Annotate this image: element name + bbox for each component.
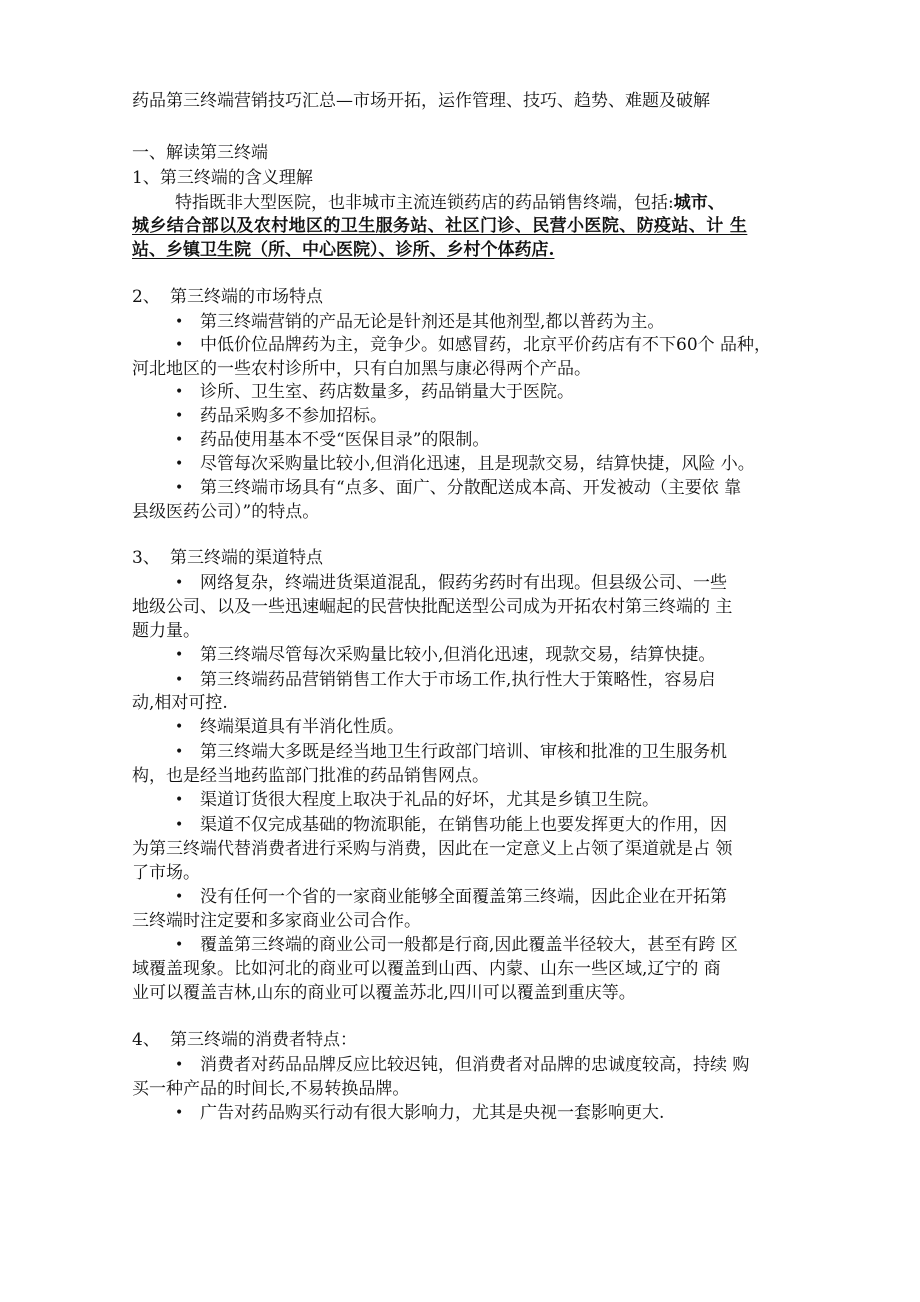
bullet-item-text: 第三终端药品营销销售工作大于市场工作,执行性大于策略性，容易启 (200, 670, 716, 690)
definition-underlined-line: 站、乡镇卫生院（所、中心医院）、诊所、乡村个体药店. (132, 240, 555, 260)
bullet-icon: • (175, 314, 184, 330)
bullet-icon: • (175, 792, 184, 808)
bullet-icon: • (175, 817, 184, 833)
continuation-text: 动,相对可控. (132, 693, 228, 713)
bullet-item-text: 网络复杂，终端进货渠道混乱，假药劣药时有出现。但县级公司、一些 (200, 573, 727, 593)
bullet-item-text: 诊所、卫生室、药店数量多，药品销量大于医院。 (200, 382, 574, 402)
bullet-icon: • (175, 408, 184, 424)
bullet-icon: • (175, 672, 184, 688)
section-number: 3、 (132, 548, 160, 568)
continuation-text: 县级医药公司）”的特点。 (132, 502, 320, 522)
bullet-item-text: 覆盖第三终端的商业公司一般都是行商,因此覆盖半径较大，甚至有跨 区 (200, 935, 738, 955)
bullet-item-text: 第三终端大多既是经当地卫生行政部门培训、审核和批准的卫生服务机 (200, 742, 727, 762)
bullet-icon: • (175, 1057, 184, 1073)
continuation-text: 河北地区的一些农村诊所中，只有白加黑与康必得两个产品。 (132, 359, 591, 379)
bullet-item-text: 终端渠道具有半消化性质。 (200, 717, 404, 737)
bullet-icon: • (175, 384, 184, 400)
subsection-heading: 第三终端的渠道特点 (170, 548, 323, 568)
subsection-heading: 1、第三终端的含义理解 (132, 168, 313, 188)
definition-bold-text: 城市、 (673, 193, 725, 213)
bullet-item-text: 没有任何一个省的一家商业能够全面覆盖第三终端，因此企业在开拓第 (200, 887, 727, 907)
subsection-heading: 第三终端的市场特点 (170, 287, 323, 307)
bullet-icon: • (175, 337, 184, 353)
bullet-icon: • (175, 480, 184, 496)
bullet-icon: • (175, 432, 184, 448)
definition-underlined-line: 城乡结合部以及农村地区的卫生服务站、社区门诊、民营小医院、防疫站、计 生 (132, 216, 748, 236)
continuation-text: 买一种产品的时间长,不易转换品牌。 (132, 1079, 410, 1099)
continuation-text: 业可以覆盖吉林,山东的商业可以覆盖苏北,四川可以覆盖到重庆等。 (132, 983, 636, 1003)
definition-line (175, 192, 725, 214)
bullet-item-text: 广告对药品购买行动有很大影响力，尤其是央视一套影响更大. (200, 1103, 665, 1123)
bullet-item-text: 药品采购多不参加招标。 (200, 406, 387, 426)
definition-text: 特指既非大型医院，也非城市主流连锁药店的药品销售终端，包括: (175, 193, 674, 213)
bullet-icon: • (175, 456, 184, 472)
bullet-icon: • (175, 937, 184, 953)
bullet-item-text: 第三终端市场具有“点多、面广、分散配送成本高、开发被动（主要依 靠 (200, 478, 742, 498)
continuation-text: 了市场。 (132, 863, 200, 883)
continuation-text: 构，也是经当地药监部门批准的药品销售网点。 (132, 766, 489, 786)
bullet-item-text: 第三终端营销的产品无论是针剂还是其他剂型,都以普药为主。 (200, 312, 665, 332)
continuation-text: 地级公司、以及一些迅速崛起的民营快批配送型公司成为开拓农村第三终端的 主 (132, 597, 733, 617)
bullet-icon: • (175, 719, 184, 735)
bullet-item-text: 渠道订货很大程度上取决于礼品的好坏，尤其是乡镇卫生院。 (200, 790, 659, 810)
bullet-icon: • (175, 647, 184, 663)
subsection-heading: 第三终端的消费者特点： (170, 1030, 357, 1050)
section-heading: 一、解读第三终端 (132, 143, 268, 163)
bullet-item-text: 渠道不仅完成基础的物流职能，在销售功能上也要发挥更大的作用，因 (200, 815, 727, 835)
continuation-text: 为第三终端代替消费者进行采购与消费，因此在一定意义上占领了渠道就是占 领 (132, 839, 733, 859)
bullet-icon: • (175, 889, 184, 905)
section-number: 4、 (132, 1030, 160, 1050)
bullet-icon: • (175, 744, 184, 760)
section-number: 2、 (132, 287, 160, 307)
bullet-item-text: 中低价位品牌药为主，竞争少。如感冒药，北京平价药店有不下60个 品种， (200, 335, 772, 355)
bullet-item-text: 第三终端尽管每次采购量比较小,但消化迅速，现款交易，结算快捷。 (200, 645, 716, 665)
bullet-item-text: 消费者对药品品牌反应比较迟钝，但消费者对品牌的忠诚度较高，持续 购 (200, 1055, 750, 1075)
bullet-icon: • (175, 1105, 184, 1121)
continuation-text: 域覆盖现象。比如河北的商业可以覆盖到山西、内蒙、山东一些区域,辽宁的 商 (132, 959, 721, 979)
continuation-text: 题力量。 (132, 621, 200, 641)
continuation-text: 三终端时注定要和多家商业公司合作。 (132, 911, 421, 931)
document-title: 药品第三终端营销技巧汇总—市场开拓，运作管理、技巧、趋势、难题及破解 (132, 91, 710, 111)
bullet-icon: • (175, 575, 184, 591)
bullet-item-text: 药品使用基本不受“医保目录”的限制。 (200, 430, 490, 450)
bullet-item-text: 尽管每次采购量比较小,但消化迅速，且是现款交易，结算快捷，风险 小。 (200, 454, 755, 474)
